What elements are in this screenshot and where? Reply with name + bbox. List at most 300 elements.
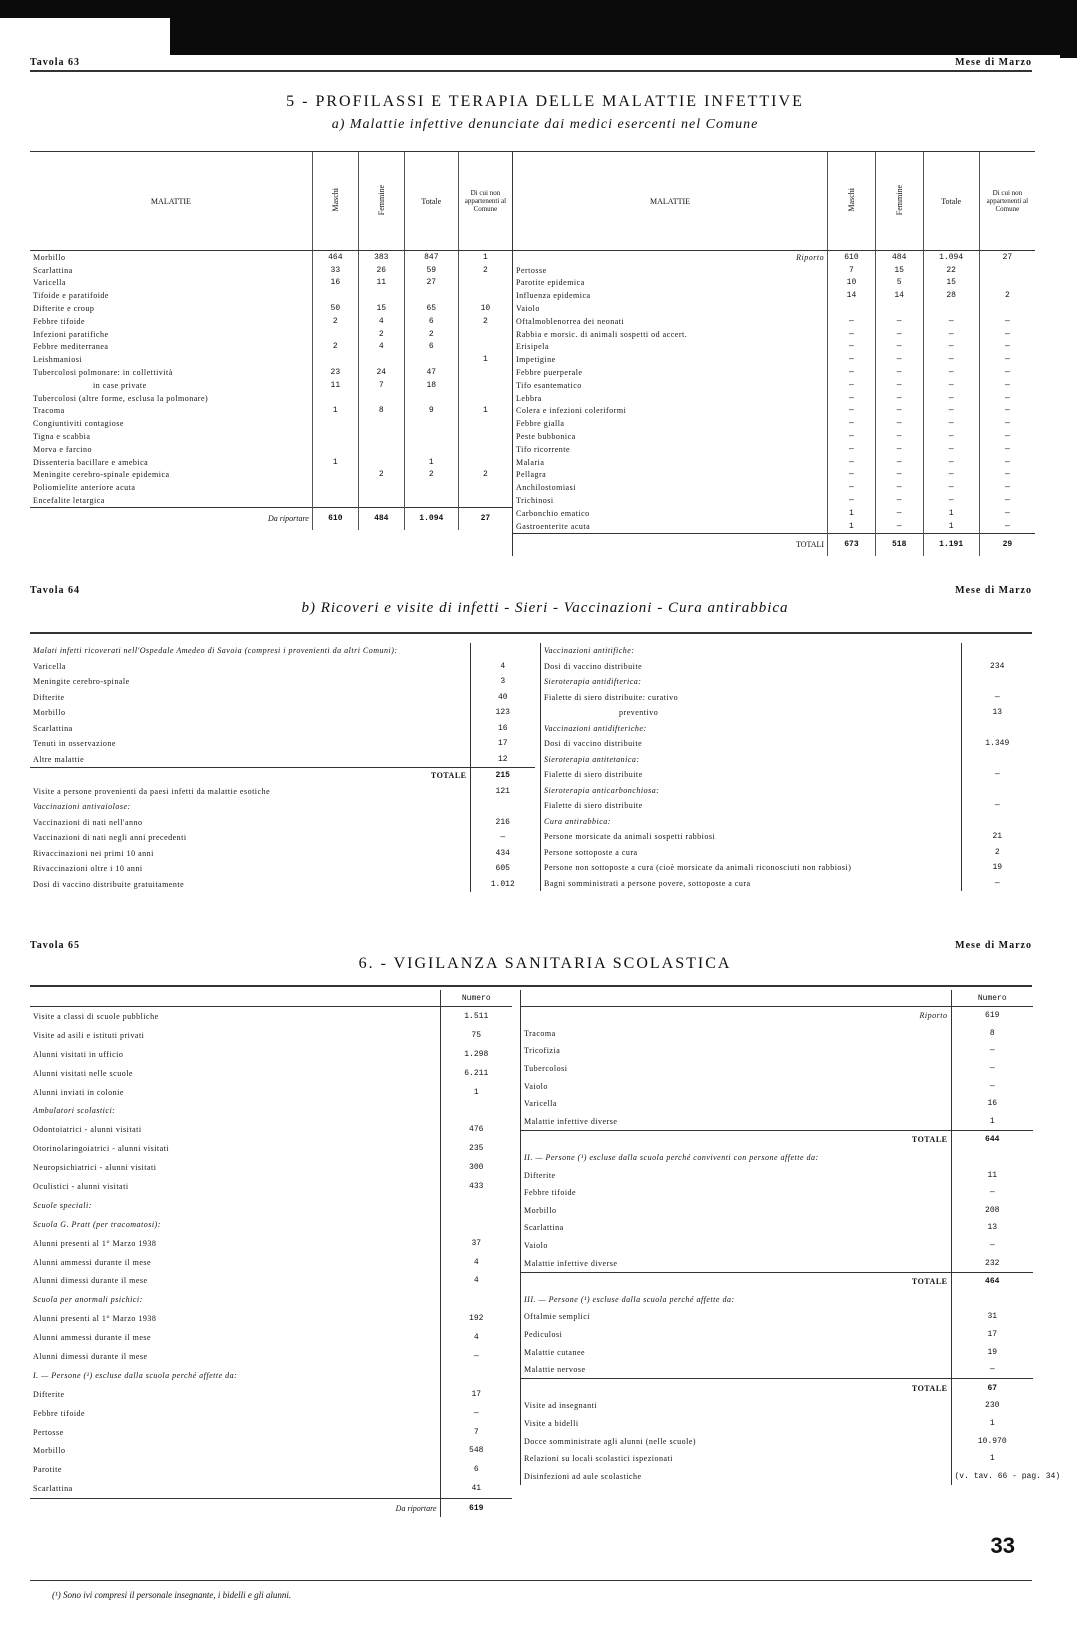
divider <box>30 1580 1032 1581</box>
s5-left-maschi: 11 <box>312 379 358 392</box>
col-header-non-appartenenti: Di cui non appartenenti al Comune <box>458 152 512 251</box>
s5-right-femmine: — <box>875 315 923 328</box>
s5-left-non-appartenenti <box>458 289 512 302</box>
s5-right-disease-name: Impetigine <box>516 355 556 365</box>
s6-right-label: Docce somministrate agli alunni (nelle scuole) <box>524 1436 697 1446</box>
s5-left-totale <box>404 417 458 430</box>
b-left-value: 4 <box>470 659 535 675</box>
s5-left-totale: 2 <box>404 328 458 341</box>
table-row <box>521 1326 1033 1344</box>
s5-right-non-appartenenti: — <box>979 430 1035 443</box>
b-right-value <box>961 674 1033 690</box>
table-row <box>521 1025 1033 1043</box>
b-right-label: Dosi di vaccino distribuite <box>544 661 643 671</box>
b-left-value: 3 <box>470 674 535 690</box>
s5-left-disease-name: Tifoide e paratifoide <box>33 291 109 301</box>
s5-left-femmine: 383 <box>358 251 404 264</box>
table-row <box>521 1113 1033 1131</box>
s5-left-disease-name: Poliomielite anteriore acuta <box>33 483 136 493</box>
s5-right-femmine: — <box>875 443 923 456</box>
s5-right-disease-name: Oftalmoblenorrea dei neonati <box>516 316 625 326</box>
s6-right-label: II. — Persone (¹) escluse dalla scuola perché conviventi con persone affette da: <box>524 1153 819 1163</box>
s5-left-totale: 847 <box>404 251 458 264</box>
s6-left-value: 476 <box>440 1120 512 1139</box>
s5-right-femmine: — <box>875 507 923 520</box>
s5-right-totale: — <box>923 443 979 456</box>
table-row <box>541 814 1033 830</box>
s5-left-disease-name: Tracoma <box>33 406 65 416</box>
b-left-value: 1.012 <box>470 877 535 893</box>
s6-left-label: Scarlattina <box>33 1484 73 1494</box>
month-label-6: Mese di Marzo <box>955 940 1032 951</box>
s6-left-value: 1 <box>440 1083 512 1102</box>
s6-right-label: Malattie nervose <box>524 1365 586 1375</box>
s5-right-maschi: — <box>828 379 876 392</box>
s5-left-femmine: 2 <box>358 469 404 482</box>
table-row <box>30 341 512 354</box>
infectious-diseases-table-left <box>30 151 512 530</box>
s5-left-femmine <box>358 494 404 507</box>
b-left-value: 434 <box>470 846 535 862</box>
b-right-value: — <box>961 690 1033 706</box>
page-number: 33 <box>990 1533 1015 1558</box>
b-right-value: 13 <box>961 705 1033 721</box>
s6-right-value: — <box>951 1361 1033 1379</box>
right-total-m: 673 <box>828 533 876 556</box>
s6-left-value <box>440 1215 512 1234</box>
b-left-label: Morbillo <box>33 708 66 718</box>
s5-left-totale: 6 <box>404 341 458 354</box>
b-right-value <box>961 752 1033 768</box>
b-right-label: Sieroterapia antidifterica: <box>544 677 642 687</box>
s5-left-disease-name: in case private <box>33 380 147 390</box>
table-row <box>30 494 512 507</box>
s6-right-value: 11 <box>951 1166 1033 1184</box>
s5-left-maschi: 1 <box>312 456 358 469</box>
s5-left-maschi <box>312 469 358 482</box>
table-row <box>30 1007 512 1026</box>
s5-right-totale: — <box>923 379 979 392</box>
b-left-label: Dosi di vaccino distribuite gratuitamente <box>33 879 185 889</box>
s6-left-label: Alunni visitati nelle scuole <box>33 1068 133 1078</box>
s6-left-value <box>440 1290 512 1309</box>
s5-right-maschi: — <box>828 405 876 418</box>
s5-left-femmine <box>358 353 404 366</box>
s5-right-totale: 22 <box>923 264 979 277</box>
s5-left-non-appartenenti <box>458 379 512 392</box>
s6-left-value <box>440 1101 512 1120</box>
table-row <box>513 366 1035 379</box>
s6-left-value: 4 <box>440 1271 512 1290</box>
table-row <box>513 277 1035 290</box>
table-row <box>521 1308 1033 1326</box>
s5-left-disease-name: Encefalite letargica <box>33 496 105 506</box>
b-left-value: 40 <box>470 690 535 706</box>
s5-left-femmine <box>358 443 404 456</box>
s5-left-femmine: 4 <box>358 341 404 354</box>
s5-right-disease-name: Pertosse <box>516 265 547 275</box>
table-row <box>30 1441 512 1460</box>
s5-left-femmine: 11 <box>358 277 404 290</box>
table-number-65: Tavola 65 <box>30 940 81 951</box>
s5-left-maschi <box>312 328 358 341</box>
s6-left-label: Alunni ammessi durante il mese <box>33 1257 152 1267</box>
s5-right-femmine: — <box>875 417 923 430</box>
s5-left-totale: 6 <box>404 315 458 328</box>
table-row <box>30 417 512 430</box>
s5-right-maschi: — <box>828 430 876 443</box>
table-row <box>30 302 512 315</box>
s5-left-non-appartenenti <box>458 417 512 430</box>
s6-right-label: III. — Persone (¹) escluse dalla scuola perché affette da: <box>524 1294 735 1304</box>
table-number-64: Tavola 64 <box>30 585 81 596</box>
s5-right-totale: — <box>923 315 979 328</box>
right-total-t: 1.191 <box>923 533 979 556</box>
b-right-label: Vaccinazioni antitifiche: <box>544 646 635 656</box>
b-left-value: 17 <box>470 736 535 752</box>
s5-right-femmine: — <box>875 405 923 418</box>
s6-left-value: — <box>440 1404 512 1423</box>
b-right-label: Fialette di siero distribuite: curativo <box>544 692 679 702</box>
s6-right-label: Tubercolosi <box>524 1064 568 1074</box>
b-left-value <box>470 643 535 659</box>
s5-left-femmine <box>358 392 404 405</box>
s5-right-femmine: — <box>875 481 923 494</box>
s6-right-value: 67 <box>951 1379 1033 1397</box>
s5-right-disease-name: Erisipela <box>516 342 549 352</box>
table-row <box>513 481 1035 494</box>
s5-right-non-appartenenti: — <box>979 379 1035 392</box>
s5-right-totale: — <box>923 341 979 354</box>
b-right-value <box>961 814 1033 830</box>
s5-left-femmine: 24 <box>358 366 404 379</box>
b-left-label: Tenuti in osservazione <box>33 739 116 749</box>
col-header-femmine-right: Femmine <box>894 184 904 216</box>
table-row <box>30 784 535 800</box>
s5-right-non-appartenenti <box>979 277 1035 290</box>
s5-right-totale: 28 <box>923 289 979 302</box>
s6-right-label: Tricofizia <box>524 1046 561 1056</box>
s5-left-non-appartenenti <box>458 277 512 290</box>
b-left-label: Difterite <box>33 692 65 702</box>
s5-left-non-appartenenti <box>458 366 512 379</box>
s6-right-label: TOTALE <box>521 1131 951 1149</box>
s5-right-totale: — <box>923 469 979 482</box>
s5-right-disease-name: Febbre puerperale <box>516 368 583 378</box>
table-row <box>513 341 1035 354</box>
s5-right-disease-name: Anchilostomiasi <box>516 483 576 493</box>
s5-left-totale: 18 <box>404 379 458 392</box>
s5-left-maschi <box>312 353 358 366</box>
s5-right-totale: — <box>923 494 979 507</box>
s6-left-value: 6.211 <box>440 1064 512 1083</box>
s5-left-maschi: 1 <box>312 405 358 418</box>
s5-right-non-appartenenti: — <box>979 469 1035 482</box>
s6-left-value: 4 <box>440 1253 512 1272</box>
s5-right-femmine: — <box>875 494 923 507</box>
s5-right-maschi: — <box>828 417 876 430</box>
s5-left-totale <box>404 353 458 366</box>
s5-left-non-appartenenti: 2 <box>458 469 512 482</box>
left-carry-t: 1.094 <box>404 507 458 530</box>
s5-left-non-appartenenti <box>458 341 512 354</box>
b-right-label: Fialette di siero distribuite <box>544 770 643 780</box>
s6-right-label: Malattie infettive diverse <box>524 1258 618 1268</box>
b-left-value: 215 <box>470 768 535 784</box>
s6-left-label: Alunni dimessi durante il mese <box>33 1351 148 1361</box>
section-6-title: 6. - VIGILANZA SANITARIA SCOLASTICA <box>358 955 732 972</box>
s5-left-totale: 27 <box>404 277 458 290</box>
s6-right-value: — <box>951 1237 1033 1255</box>
s6-right-value: 232 <box>951 1254 1033 1272</box>
s5-left-totale: 65 <box>404 302 458 315</box>
s5-left-disease-name: Varicella <box>33 278 66 288</box>
s5-right-disease-name: Influenza epidemica <box>516 291 591 301</box>
s5-left-totale: 59 <box>404 264 458 277</box>
s5-left-totale: 2 <box>404 469 458 482</box>
s5-left-non-appartenenti: 1 <box>458 251 512 264</box>
s5-right-totale: — <box>923 353 979 366</box>
b-left-label: Rivaccinazioni oltre i 10 anni <box>33 864 143 874</box>
s6-left-label: Morbillo <box>33 1446 66 1456</box>
table-row <box>513 507 1035 520</box>
s6-right-label: Scarlattina <box>524 1223 564 1233</box>
table-row <box>30 768 535 784</box>
s5-right-femmine: 484 <box>875 251 923 264</box>
s5-left-maschi: 23 <box>312 366 358 379</box>
s6-right-value <box>951 1149 1033 1167</box>
s5-right-maschi: — <box>828 353 876 366</box>
table-row <box>541 752 1033 768</box>
b-right-label: Fialette di siero distribuite <box>544 801 643 811</box>
table-row <box>30 830 535 846</box>
s6-right-label: Visite ad insegnanti <box>524 1401 598 1411</box>
table-row <box>541 798 1033 814</box>
s5-left-femmine: 4 <box>358 315 404 328</box>
s5-right-non-appartenenti: 27 <box>979 251 1035 264</box>
col-header-non-appartenenti-right: Di cui non appartenenti al Comune <box>979 152 1035 251</box>
left-carry-label: Da riportare <box>30 507 312 530</box>
s6-right-value: — <box>951 1184 1033 1202</box>
table-row <box>541 674 1033 690</box>
table-row <box>30 456 512 469</box>
s6-left-label: Scuola per anormali psichici: <box>33 1295 143 1305</box>
s6-left-label: Parotite <box>33 1465 62 1475</box>
s5-right-disease-name: Parotite epidemica <box>516 278 585 288</box>
s5-left-non-appartenenti: 2 <box>458 264 512 277</box>
table-row <box>30 1404 512 1423</box>
s5-right-non-appartenenti: — <box>979 507 1035 520</box>
s5-left-non-appartenenti <box>458 443 512 456</box>
table-row <box>30 366 512 379</box>
s5-left-femmine <box>358 456 404 469</box>
table-row <box>30 289 512 302</box>
s5-right-non-appartenenti: — <box>979 328 1035 341</box>
s5-right-non-appartenenti: — <box>979 456 1035 469</box>
s5-right-maschi: 1 <box>828 520 876 533</box>
s5-right-femmine <box>875 302 923 315</box>
s5-right-totale: 1 <box>923 520 979 533</box>
s5-right-femmine: 15 <box>875 264 923 277</box>
s5-left-totale <box>404 289 458 302</box>
s5-right-maschi: — <box>828 481 876 494</box>
table-row <box>541 705 1033 721</box>
s5-left-disease-name: Febbre mediterranea <box>33 342 109 352</box>
section-5-title: 5 - PROFILASSI E TERAPIA DELLE MALATTIE INFETTIVE <box>286 93 804 110</box>
s5-left-femmine <box>358 481 404 494</box>
s5-right-disease-name: Gastroenterite acuta <box>516 521 591 531</box>
table-row <box>30 1120 512 1139</box>
s5-right-maschi: — <box>828 443 876 456</box>
scan-top-notch <box>0 18 170 58</box>
table-row <box>513 251 1035 264</box>
b-left-label: Vaccinazioni antivaiolose: <box>33 802 131 812</box>
table-row <box>30 1215 512 1234</box>
table-row <box>30 690 535 706</box>
s6-right-value: 16 <box>951 1095 1033 1113</box>
table-row <box>513 456 1035 469</box>
divider <box>30 70 1032 72</box>
s5-left-disease-name: Tubercolosi polmonare: in collettività <box>33 368 173 378</box>
table-row <box>513 353 1035 366</box>
s6-left-value: 4 <box>440 1328 512 1347</box>
table-row <box>513 328 1035 341</box>
s6-carry-value: 619 <box>440 1499 512 1518</box>
s6-right-label: Tracoma <box>524 1028 556 1038</box>
s5-left-totale <box>404 494 458 507</box>
s6-left-value <box>440 1366 512 1385</box>
table-row <box>521 1237 1033 1255</box>
s5-left-disease-name: Morbillo <box>33 252 66 262</box>
b-left-value: 121 <box>470 784 535 800</box>
table-row <box>30 877 535 893</box>
month-label-b: Mese di Marzo <box>955 585 1032 596</box>
table-row <box>30 328 512 341</box>
table-row <box>30 430 512 443</box>
s6-left-value <box>440 1196 512 1215</box>
table-row <box>30 721 535 737</box>
table-row <box>30 1045 512 1064</box>
s5-left-femmine <box>358 417 404 430</box>
s5-right-non-appartenenti: — <box>979 353 1035 366</box>
s5-left-disease-name: Infezioni paratifiche <box>33 329 109 339</box>
table-row <box>521 1272 1033 1290</box>
left-carry-f: 484 <box>358 507 404 530</box>
table-row <box>30 1423 512 1442</box>
b-right-label: Dosi di vaccino distribuite <box>544 739 643 749</box>
sera-vaccines-table <box>540 643 1033 891</box>
s5-right-disease-name: Pellagra <box>516 470 547 480</box>
table-row <box>30 1479 512 1498</box>
s5-left-disease-name: Morva e farcino <box>33 444 93 454</box>
s5-right-totale: — <box>923 392 979 405</box>
s5-right-femmine: — <box>875 520 923 533</box>
s5-left-disease-name: Difterite e croup <box>33 304 95 314</box>
table-row <box>30 1064 512 1083</box>
b-left-label: Meningite cerebro-spinale <box>33 677 130 687</box>
s5-right-totale: — <box>923 456 979 469</box>
s6-right-label: TOTALE <box>521 1379 951 1397</box>
b-right-value <box>961 783 1033 799</box>
s6-right-label: Visite a bidelli <box>524 1418 579 1428</box>
s6-left-value: 300 <box>440 1158 512 1177</box>
s6-right-value: 464 <box>951 1272 1033 1290</box>
s5-left-femmine: 15 <box>358 302 404 315</box>
school-health-table-left <box>30 990 512 1517</box>
s5-right-totale: — <box>923 430 979 443</box>
s5-right-non-appartenenti: — <box>979 392 1035 405</box>
s5-left-femmine: 26 <box>358 264 404 277</box>
s5-right-disease-name: Rabbia e morsic. di animali sospetti od accert. <box>516 329 688 339</box>
s5-left-maschi: 2 <box>312 341 358 354</box>
s6-right-label: Febbre tifoide <box>524 1188 577 1198</box>
col-header-maschi-right: Maschi <box>846 188 856 212</box>
s6-right-value: 1 <box>951 1113 1033 1131</box>
s6-left-label: Febbre tifoide <box>33 1408 86 1418</box>
s5-left-maschi: 50 <box>312 302 358 315</box>
infectious-diseases-table-right <box>512 151 1035 556</box>
s6-right-label: Oftalmie semplici <box>524 1312 591 1322</box>
s5-left-totale <box>404 430 458 443</box>
table-row <box>30 674 535 690</box>
table-row <box>541 643 1033 659</box>
table-row <box>521 1432 1033 1450</box>
b-right-value: 21 <box>961 829 1033 845</box>
footnote: (¹) Sono ivi compresi il personale insegnante, i bidelli e gli alunni. <box>52 1590 292 1600</box>
table-row <box>30 846 535 862</box>
s5-left-totale: 9 <box>404 405 458 418</box>
s6-left-label: Difterite <box>33 1389 65 1399</box>
s5-right-maschi: — <box>828 315 876 328</box>
s6-left-label: Scuole speciali: <box>33 1200 92 1210</box>
table-row <box>541 845 1033 861</box>
s6-right-label: Varicella <box>524 1099 557 1109</box>
b-right-value: — <box>961 876 1033 892</box>
table-row <box>30 815 535 831</box>
b-right-value <box>961 721 1033 737</box>
s6-right-label: Vaiolo <box>524 1241 548 1251</box>
s5-right-non-appartenenti: — <box>979 405 1035 418</box>
s5-left-maschi <box>312 392 358 405</box>
s5-right-femmine: — <box>875 366 923 379</box>
table-row <box>30 264 512 277</box>
s6-right-value <box>951 1291 1033 1309</box>
s6-right-value: (v. tav. 66 - pag. 34) <box>951 1467 1033 1485</box>
s6-left-value: 192 <box>440 1309 512 1328</box>
s5-right-disease-name: Trichinosi <box>516 496 554 506</box>
col-header-maschi: Maschi <box>330 188 340 212</box>
b-left-label: Vaccinazioni di nati negli anni precedenti <box>33 833 187 843</box>
s5-right-totale <box>923 302 979 315</box>
s5-right-disease-name: Tifo esantematico <box>516 380 582 390</box>
b-left-label: Visite a persone provenienti da paesi infetti da malattie esotiche <box>33 786 271 796</box>
s6-left-value: 1.511 <box>440 1007 512 1026</box>
s5-right-femmine: — <box>875 328 923 341</box>
table-row <box>521 1450 1033 1468</box>
table-row <box>521 1343 1033 1361</box>
s5-right-totale: 1 <box>923 507 979 520</box>
s5-right-totale: 15 <box>923 277 979 290</box>
s5-right-femmine: — <box>875 379 923 392</box>
table-row <box>521 1095 1033 1113</box>
b-left-label: Scarlattina <box>33 723 73 733</box>
b-left-label: Altre malattie <box>33 754 85 764</box>
table-row <box>513 443 1035 456</box>
table-row <box>521 1060 1033 1078</box>
table-row <box>541 860 1033 876</box>
s5-left-non-appartenenti: 2 <box>458 315 512 328</box>
s6-left-label: Alunni ammessi durante il mese <box>33 1333 152 1343</box>
